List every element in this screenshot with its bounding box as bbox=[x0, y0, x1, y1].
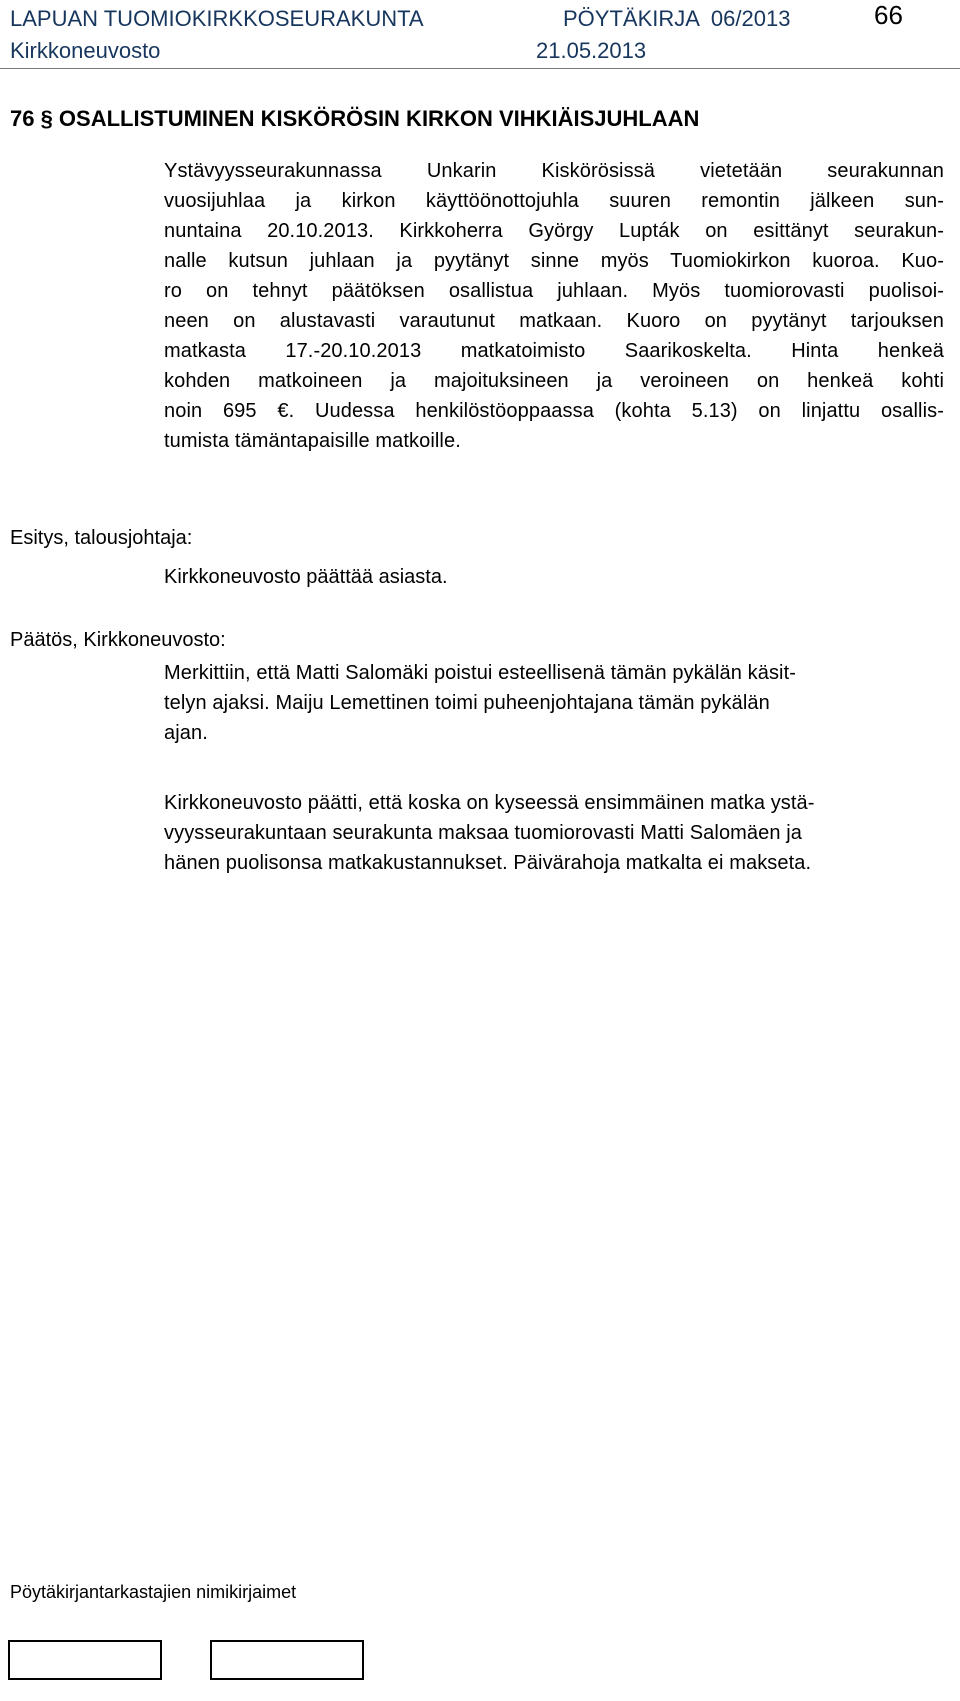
decision-label: Päätös, Kirkkoneuvosto: bbox=[10, 629, 226, 651]
header-doc-number: PÖYTÄKIRJA 06/2013 bbox=[563, 6, 791, 31]
section-title: 76 § OSALLISTUMINEN KISKÖRÖSIN KIRKON VIHKIÄISJUHLAAN bbox=[10, 106, 700, 131]
header-org: LAPUAN TUOMIOKIRKKOSEURAKUNTA bbox=[10, 6, 424, 31]
signature-box-1 bbox=[8, 1640, 162, 1680]
intro-line: tumista tämäntapaisille matkoille. bbox=[164, 430, 461, 452]
header-body-name: Kirkkoneuvosto bbox=[10, 38, 161, 63]
decision-paragraph-1 bbox=[164, 658, 944, 748]
proposal-text: Kirkkoneuvosto päättää asiasta. bbox=[164, 566, 448, 588]
decision-line: Merkittiin, että Matti Salomäki poistui esteellisenä tämän pykälän käsit- bbox=[164, 662, 797, 684]
intro-line: noin 695 €. Uudessa henkilöstöoppaassa (kohta 5.13) on linjattu osallis- bbox=[164, 400, 944, 422]
decision-line: telyn ajaksi. Maiju Lemettinen toimi puheenjohtajana tämän pykälän bbox=[164, 692, 770, 714]
intro-line: matkasta 17.-20.10.2013 matkatoimisto Saarikoskelta. Hinta henkeä bbox=[164, 340, 944, 362]
intro-line: nuntaina 20.10.2013. Kirkkoherra György Lupták on esittänyt seurakun- bbox=[164, 220, 944, 242]
page-number: 66 bbox=[874, 0, 903, 30]
proposal-label: Esitys, talousjohtaja: bbox=[10, 527, 193, 549]
signatures-label: Pöytäkirjantarkastajien nimikirjaimet bbox=[10, 1582, 297, 1602]
header-date: 21.05.2013 bbox=[536, 38, 647, 63]
decision-line: hänen puolisonsa matkakustannukset. Päivärahoja matkalta ei makseta. bbox=[164, 852, 812, 874]
decision-paragraph-2 bbox=[164, 788, 944, 878]
header-divider bbox=[0, 68, 960, 69]
intro-line: ro on tehnyt päätöksen osallistua juhlaan. Myös tuomiorovasti puolisoi- bbox=[164, 280, 944, 302]
signature-box-2 bbox=[210, 1640, 364, 1680]
decision-line: vyysseurakuntaan seurakunta maksaa tuomiorovasti Matti Salomäen ja bbox=[164, 822, 803, 844]
intro-paragraph bbox=[164, 156, 944, 456]
decision-line: ajan. bbox=[164, 722, 208, 744]
intro-line: kohden matkoineen ja majoituksineen ja veroineen on henkeä kohti bbox=[164, 370, 944, 392]
intro-line: Ystävyysseurakunnassa Unkarin Kiskörösissä vietetään seurakunnan bbox=[164, 160, 944, 182]
intro-line: vuosijuhlaa ja kirkon käyttöönottojuhla suuren remontin jälkeen sun- bbox=[164, 190, 944, 212]
decision-line: Kirkkoneuvosto päätti, että koska on kyseessä ensimmäinen matka ystä- bbox=[164, 792, 815, 814]
intro-line: neen on alustavasti varautunut matkaan. Kuoro on pyytänyt tarjouksen bbox=[164, 310, 944, 332]
intro-line: nalle kutsun juhlaan ja pyytänyt sinne myös Tuomiokirkon kuoroa. Kuo- bbox=[164, 250, 944, 272]
